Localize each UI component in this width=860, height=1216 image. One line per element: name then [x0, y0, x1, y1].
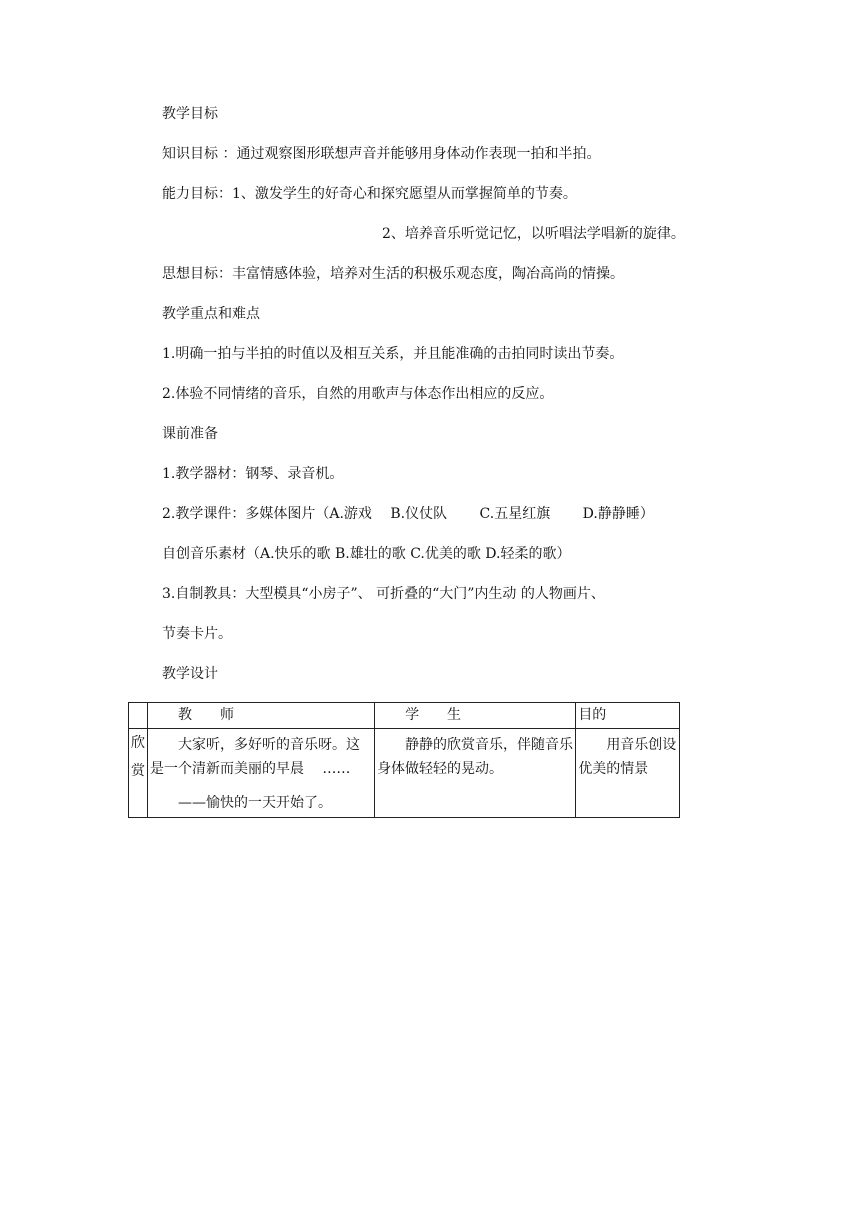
header-teacher: [147, 703, 374, 729]
knowledge-goal: 知识目标 ：通过观察图形联想声音并能够用身体动作表现一拍和半拍。: [162, 146, 601, 162]
key-point-1: 1.明确一拍与半拍的时值以及相互关系，并且能准确的击拍同时读出节奏。: [162, 346, 624, 362]
prep-item-3-continuation: 节奏卡片。: [162, 626, 232, 642]
header-blank-cell: [129, 703, 148, 729]
student-text: 静静的欣赏音乐，伴随音乐身体做轻轻的晃动。: [377, 737, 574, 777]
header-student: [375, 703, 576, 729]
table-header-row: [129, 703, 680, 729]
thought-goal: 思想目标：丰富情感体验，培养对生活的积极乐观态度，陶冶高尚的情操。: [162, 266, 624, 282]
teacher-cell: [147, 729, 374, 818]
prep-item-2-continuation: 自创音乐素材（A.快乐的歌 B.雄壮的歌 C.优美的歌 D.轻柔的歌）: [162, 546, 571, 562]
teacher-text-2: ——愉快的一天开始了。: [177, 795, 332, 811]
ability-goal-2: 2、培养音乐听觉记忆，以听唱法学唱新的旋律。: [382, 226, 685, 242]
header-student-label: 学 生: [405, 707, 462, 723]
row-label-char-1: 欣: [130, 735, 145, 751]
teaching-design-table: [128, 702, 680, 818]
row-label-char-2: 赏: [130, 763, 145, 779]
header-purpose-label: 目的: [578, 707, 607, 723]
prep-item-2: 2.教学课件：多媒体图片（A.游戏 B.仪仗队 C.五星红旗 D.静静睡）: [162, 506, 654, 522]
key-point-2: 2.体验不同情绪的音乐，自然的用歌声与体态作出相应的反应。: [162, 386, 554, 402]
key-points-heading: 教学重点和难点: [162, 306, 260, 322]
header-teacher-label: 教 师: [177, 707, 234, 723]
prep-item-3: 3.自制教具：大型模具“小房子”、 可折叠的“大门”内生动 的人物画片、: [162, 586, 605, 602]
objectives-heading: 教学目标: [162, 106, 218, 122]
teacher-text-1: 大家听，多好听的音乐呀。这是一个清新而美丽的早晨 ……: [149, 737, 360, 777]
purpose-cell: [576, 729, 680, 818]
design-heading: 教学设计: [162, 666, 218, 682]
ability-goal-1: 能力目标：1、激发学生的好奇心和探究愿望从而掌握简单的节奏。: [162, 186, 577, 202]
row-label-cell: [129, 729, 148, 818]
table-row: [129, 729, 680, 818]
header-purpose: [576, 703, 680, 729]
purpose-text: 用音乐创设优美的情景: [578, 737, 677, 777]
prep-item-1: 1.教学器材：钢琴、录音机。: [162, 466, 344, 482]
preparation-heading: 课前准备: [162, 426, 218, 442]
student-cell: [375, 729, 576, 818]
